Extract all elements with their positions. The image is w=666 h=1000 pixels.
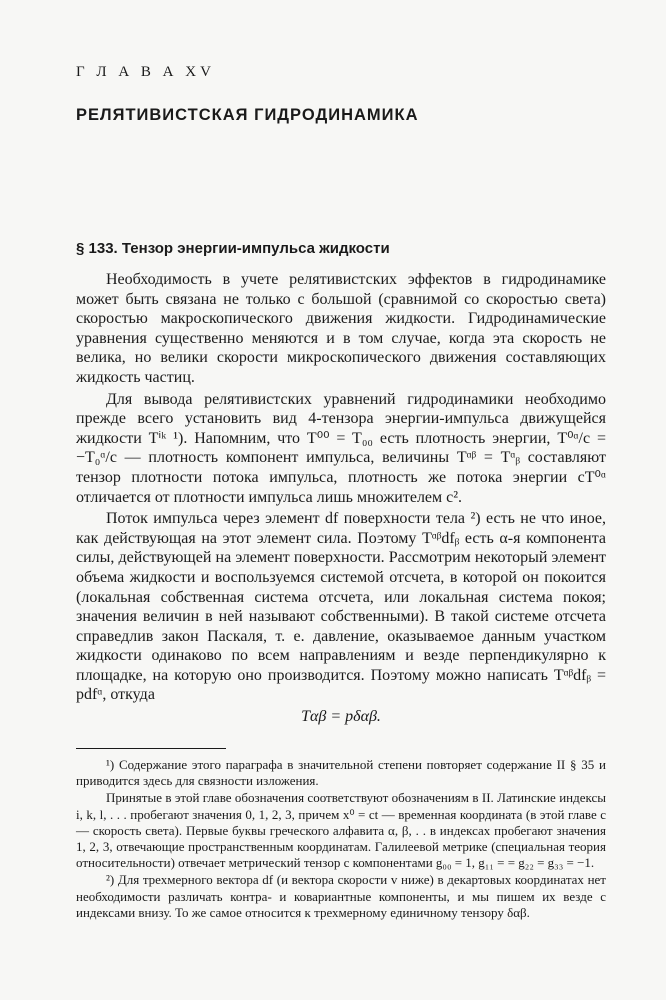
paragraph: Необходимость в учете релятивистских эффектов в гидродинамике может быть связана не только с большой (сравнимой со скоростью света) скоростью макроскопического движения жидкости. Гидродинамические уравнения существенно меняются и в том случае, когда эта скорость не велика, но велики скорости микроскопического движения составляющих жидкость частиц. — [76, 271, 606, 386]
main-text — [76, 270, 606, 727]
footnote: Принятые в этой главе обозначения соответствуют обозначениям в II. Латинские индексы i, k, l, . . . пробегают значения 0, 1, 2, 3, причем x⁰ = ct — временная координата (в этой главе c — скорость света). Первые буквы греческого алфавита α, β, . . в индексах пробегают значения 1, 2, 3, отвечающие пространственным координатам. Галилеевой метрике (специальная теория относительности) отвечает метрический тензор с компонентами g₀₀ = 1, g₁₁ = = g₂₂ = g₃₃ = −1. — [76, 790, 606, 871]
section-title: § 133. Тензор энергии-импульса жидкости — [76, 240, 390, 257]
footnote: ²) Для трехмерного вектора df (и вектора скорости v ниже) в декартовых координатах нет необходимости различать контра- и ковариантные компоненты, и мы пишем их везде с индексами внизу. То же самое относится к трехмерному единичному тензору δαβ. — [76, 872, 606, 920]
paragraph: Поток импульса через элемент df поверхности тела ²) есть не что иное, как действующая на этот элемент сила. Поэтому Tᵅᵝdfᵦ есть α-я компонента силы, действующей на элемент поверхности. Рассмотрим некоторый элемент объема жидкости и воспользуемся системой отсчета, в которой он покоится (локальная собственная система отсчета, или локальная система покоя; значения величин в ней называют собственными). В такой системе отсчета справедлив закон Паскаля, т. е. давление, оказываемое данным участком жидкости одинаково по всем направлениям и везде перпендикулярно к площадке, на которую оно производится. Поэтому можно написать Tᵅᵝdfᵦ = pdfᵅ, откуда — [76, 510, 606, 704]
chapter-label: Г Л А В А XV — [76, 64, 215, 80]
chapter-title: РЕЛЯТИВИСТСКАЯ ГИДРОДИНАМИКА — [76, 106, 419, 124]
paragraph: Для вывода релятивистских уравнений гидродинамики необходимо прежде всего установить вид 4-тензора энергии-импульса движущейся жидкости Tⁱᵏ ¹). Напомним, что T⁰⁰ = T₀₀ есть плотность энергии, T⁰ᵅ/c = −T₀ᵅ/c — плотность компонент импульса, величины Tᵅᵝ = Tᵅᵦ составляют тензор плотности потока импульса, плотность же потока энергии cT⁰ᵅ отличается от плотности импульса лишь множителем c². — [76, 390, 606, 506]
formula: Tαβ = pδαβ. — [301, 708, 381, 726]
footnotes — [76, 757, 606, 921]
footnote-divider — [76, 748, 226, 749]
footnote: ¹) Содержание этого параграфа в значительной степени повторяет содержание II § 35 и приводится здесь для связности изложения. — [76, 757, 606, 789]
